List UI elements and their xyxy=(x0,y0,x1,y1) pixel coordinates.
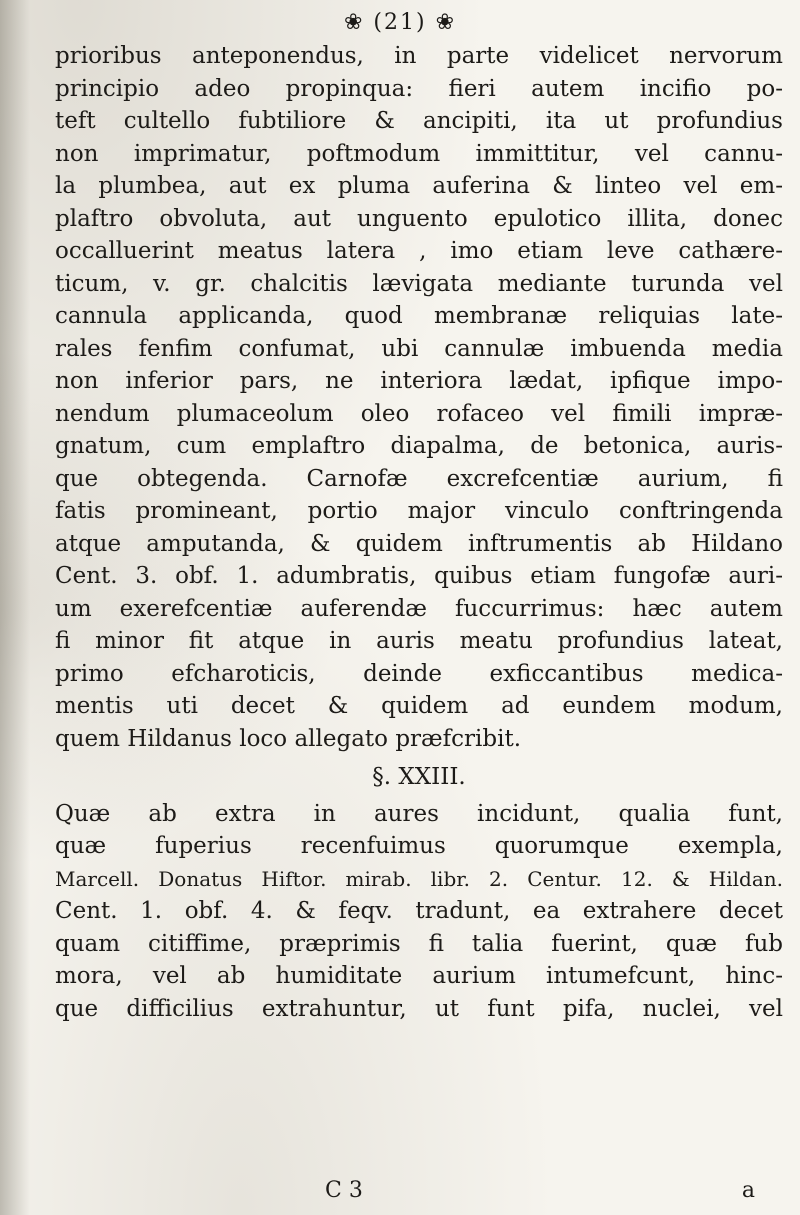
paragraph-2 xyxy=(55,798,783,1026)
body-text xyxy=(55,40,783,1025)
text-line: occalluerint meatus latera , imo etiam leve cathære- xyxy=(55,238,783,264)
text-line: plaftro obvoluta, aut unguento epulotico illita, donec xyxy=(55,205,783,232)
text-line: quæ fuperius recenfuimus quorumque exempla, xyxy=(55,833,783,859)
text-line: nendum plumaceolum oleo rofaceo vel fimili impræ- xyxy=(55,400,783,427)
text-line: primo efcharoticis, deinde exficcantibus medica- xyxy=(55,660,783,687)
text-line: Marcell. Donatus Hiftor. mirab. libr. 2. Centur. 12. & Hildan. xyxy=(55,866,783,891)
gutter-shadow xyxy=(0,0,30,1215)
text-line: quem Hildanus loco allegato præfcribit. xyxy=(55,725,522,752)
text-line: non imprimatur, poftmodum immittitur, vel cannu- xyxy=(55,140,783,167)
text-line: cannula applicanda, quod membranæ reliquias late- xyxy=(55,303,783,329)
paragraph-1 xyxy=(55,40,783,755)
catchword: a xyxy=(741,1178,755,1203)
text-line: que difficilius extrahuntur, ut funt pifa, nuclei, vel xyxy=(55,995,783,1022)
page-footer xyxy=(55,1178,783,1208)
page-number: ❀ (21) ❀ xyxy=(343,10,456,35)
text-line: um exerefcentiæ auferendæ fuccurrimus: hæc autem xyxy=(55,595,783,622)
section-heading: §. XXIII. xyxy=(372,764,466,790)
text-line: atque amputanda, & quidem inftrumentis ab Hildano xyxy=(55,530,783,557)
text-line: mora, vel ab humiditate aurium intumefcunt, hinc- xyxy=(55,963,783,989)
text-line: fatis promineant, portio major vinculo conftringenda xyxy=(55,498,783,524)
text-line: mentis uti decet & quidem ad eundem modum, xyxy=(55,693,783,719)
text-line: quam citiffime, præprimis fi talia fuerint, quæ fub xyxy=(55,930,783,957)
signature-mark: C 3 xyxy=(325,1178,363,1203)
text-line: Cent. 3. obf. 1. adumbratis, quibus etiam fungofæ auri- xyxy=(55,563,783,589)
section-heading-wrap xyxy=(55,761,783,794)
text-line: teft cultello fubtiliore & ancipiti, ita ut profundius xyxy=(55,108,783,134)
text-line: Cent. 1. obf. 4. & feqv. tradunt, ea extrahere decet xyxy=(55,898,783,924)
text-line: prioribus anteponendus, in parte videlicet nervorum xyxy=(55,43,783,69)
text-line: ticum, v. gr. chalcitis lævigata mediante turunda vel xyxy=(55,270,783,297)
text-line: non inferior pars, ne interiora lædat, ipfique impo- xyxy=(55,368,783,394)
text-line: fi minor fit atque in auris meatu profundius lateat, xyxy=(55,628,783,654)
text-line: Quæ ab extra in aures incidunt, qualia funt, xyxy=(55,800,783,827)
text-line: la plumbea, aut ex pluma auferina & linteo vel em- xyxy=(55,173,783,199)
text-line: rales fenfim confumat, ubi cannulæ imbuenda media xyxy=(55,335,783,362)
text-line: gnatum, cum emplaftro diapalma, de betonica, auris- xyxy=(55,433,783,459)
text-line: principio adeo propinqua: fieri autem incifio po- xyxy=(55,75,783,102)
text-line: que obtegenda. Carnofæ excrefcentiæ aurium, fi xyxy=(55,465,783,492)
